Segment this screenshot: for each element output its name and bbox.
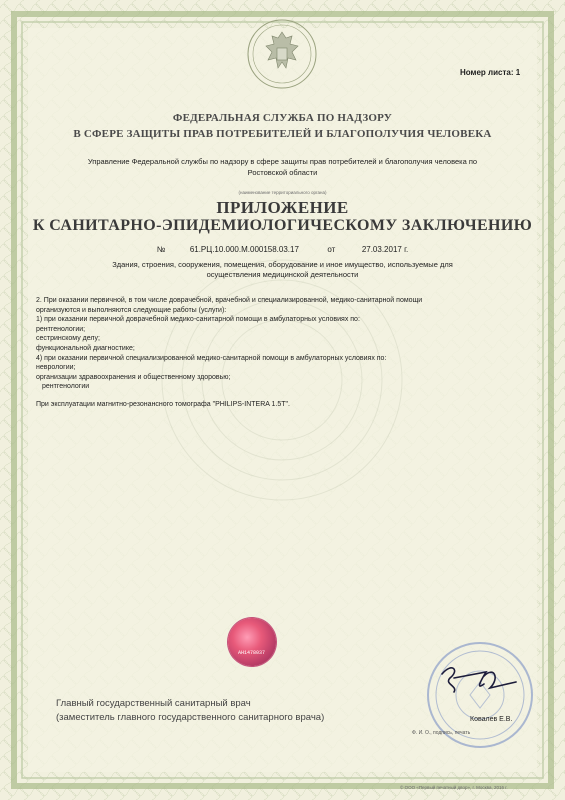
document-title: ПРИЛОЖЕНИЕ <box>216 198 349 217</box>
ministry-title-line2: В СФЕРЕ ЗАЩИТЫ ПРАВ ПОТРЕБИТЕЛЕЙ И БЛАГОПОЛУЧИЯ ЧЕЛОВЕКА <box>73 128 492 140</box>
conclusion-number: 61.РЦ.10.000.М.000158.03.17 <box>189 245 299 254</box>
body-line: 2. При оказании первичной, в том числе доврачебной, врачебной и специализированной, медико-санитарной помощи <box>36 297 423 304</box>
conclusion-date: 27.03.2017 г. <box>361 245 409 254</box>
sheet-number: Номер листа: 1 <box>460 68 521 77</box>
hologram-sticker <box>228 618 276 666</box>
body-line: 4) при оказании первичной специализированной медико-санитарной помощи в амбулаторных условиях по: <box>36 354 387 362</box>
signer-name: Ковалев Е.В. <box>470 716 513 723</box>
territorial-body-line1: Управление Федеральной службы по надзору в сфере защиты прав потребителей и благополучия человека по <box>87 157 478 166</box>
body-line: рентгенологии <box>42 383 90 391</box>
number-label: № <box>156 245 166 254</box>
body-line: организации здравоохранения и общественному здоровью; <box>36 373 231 381</box>
body-line: сестринскому делу; <box>36 335 100 343</box>
body-line: организуются и выполняются следующие работы (услуги): <box>36 306 227 314</box>
territorial-body-line2: Ростовской области <box>247 168 318 177</box>
ministry-title-line1: ФЕДЕРАЛЬНАЯ СЛУЖБА ПО НАДЗОРУ <box>172 112 393 124</box>
signer-role-line2: (заместитель главного государственного санитарного врача) <box>56 712 325 723</box>
printer-footer: © ООО «Первый печатный двор», г. Москва, 2016 г. <box>400 785 508 790</box>
signer-role-line1: Главный государственный санитарный врач <box>56 698 251 709</box>
conclusion-number-row <box>0 245 565 254</box>
hologram-code: АН1478037 <box>238 650 266 656</box>
document-subtitle: К САНИТАРНО-ЭПИДЕМИОЛОГИЧЕСКОМУ ЗАКЛЮЧЕНИЮ <box>32 217 533 234</box>
body-line: 1) при оказании первичной доврачебной медико-санитарной помощи в амбулаторных условиях по: <box>36 316 360 324</box>
body-text <box>36 296 536 392</box>
body-line: рентгенологии; <box>36 325 86 333</box>
equipment-line: При эксплуатации магнитно-резонансного томографа "PHILIPS-INTERA 1.5T". <box>36 401 290 408</box>
subject-line2: осуществления медицинской деятельности <box>206 270 359 279</box>
body-line: функциональной диагностике; <box>36 344 135 352</box>
date-label: от <box>327 245 336 254</box>
subject-line1: Здания, строения, сооружения, помещения, оборудование и иное имущество, используемые для <box>112 260 453 269</box>
handwritten-signature <box>424 660 524 700</box>
body-line: неврологии; <box>36 364 76 372</box>
territorial-body-caption: (наименование территориального органа) <box>238 190 327 195</box>
signer-caption: Ф. И. О., подпись, печать <box>412 730 471 736</box>
